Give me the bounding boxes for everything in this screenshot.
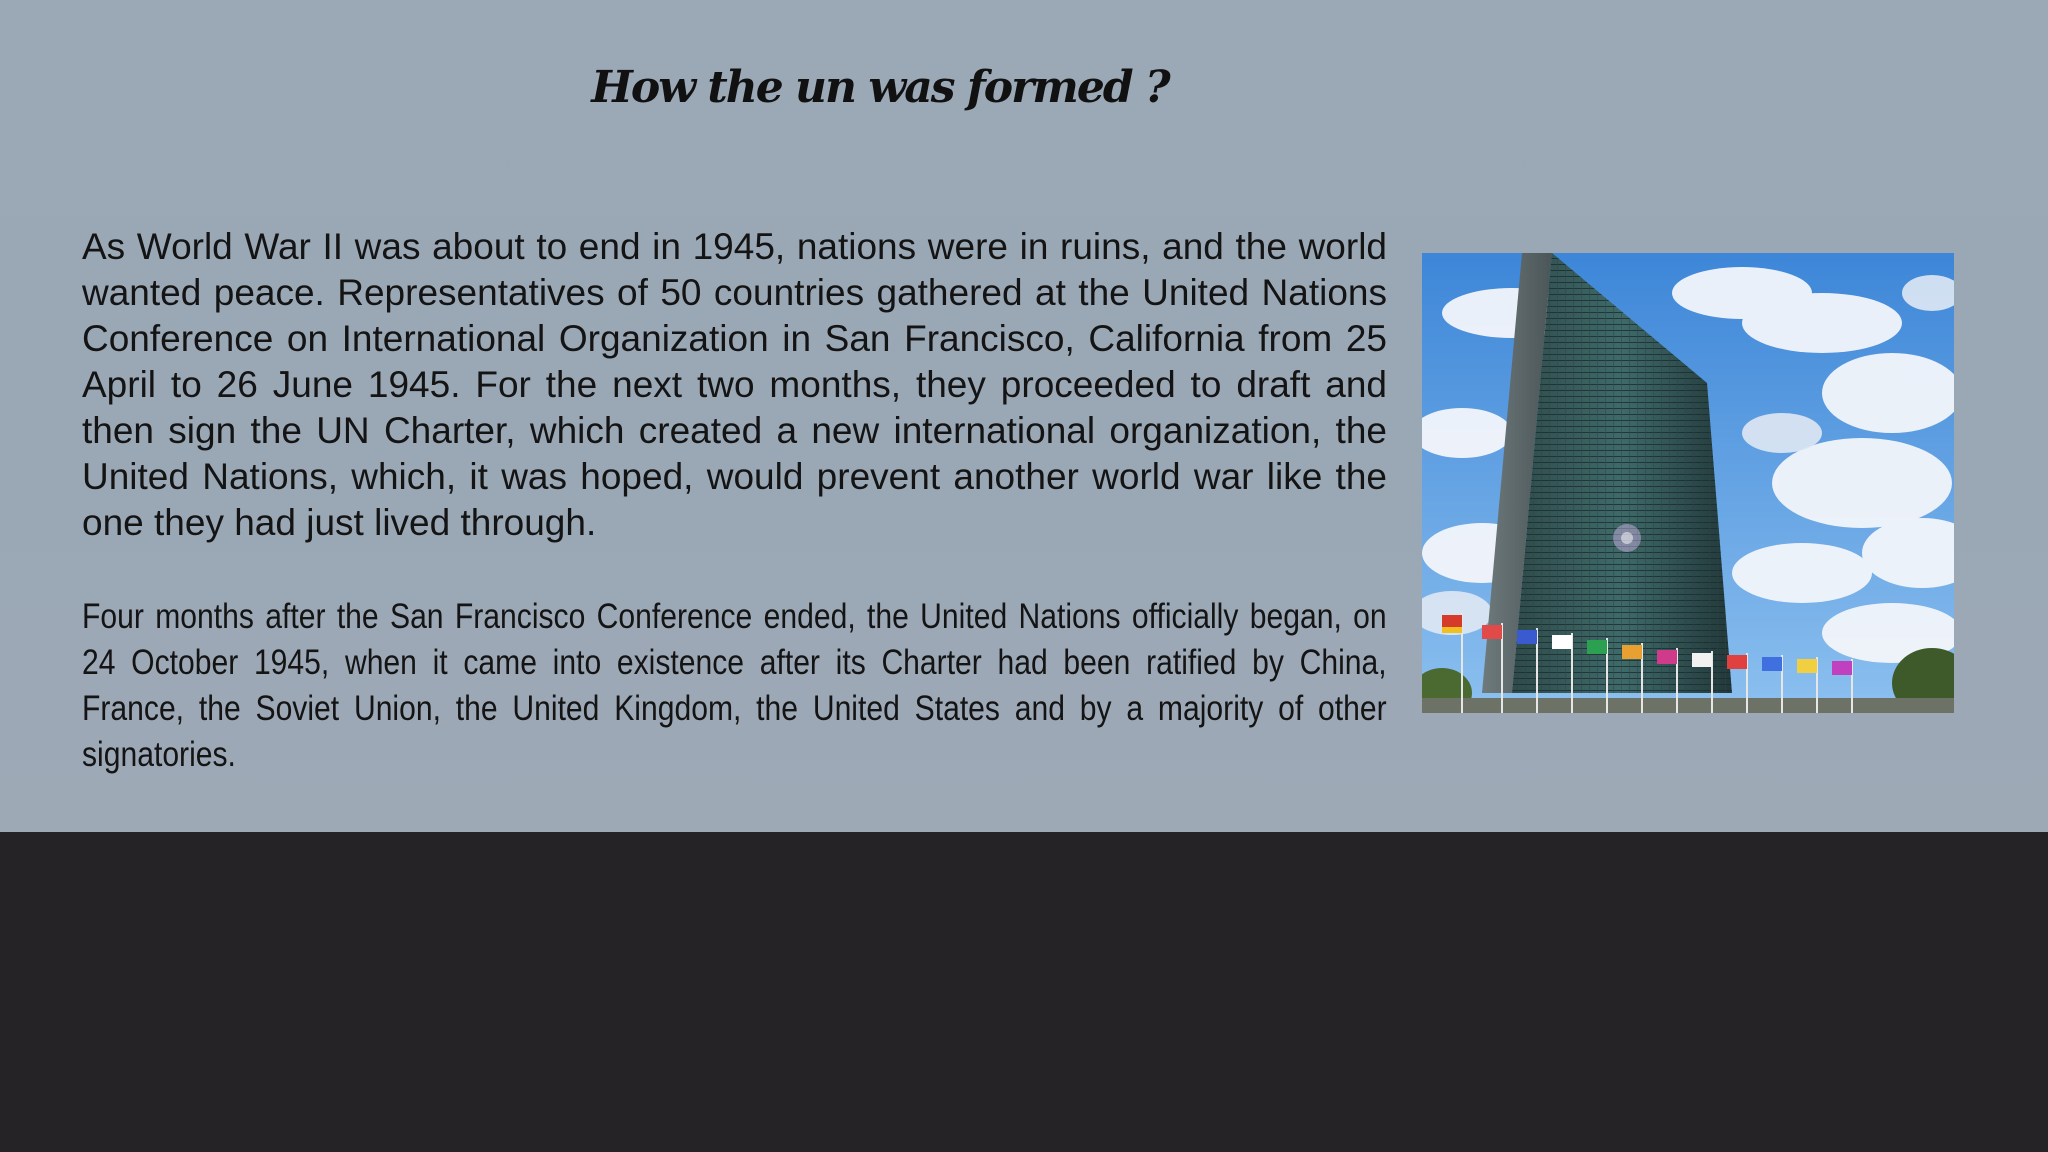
un-headquarters-photo — [1422, 253, 1954, 713]
slide-title: How the un was formed ? — [591, 62, 1169, 113]
paragraph-official-start: Four months after the San Francisco Conference ended, the United Nations officially began, on 24 October 1945, when it came into existence after its Charter had been ratified by China, France, the Soviet Union, the United Kingdom, the United States and by a majority of other signatories. — [82, 597, 1387, 774]
background-area — [0, 832, 2048, 1152]
paragraph-formation: As World War II was about to end in 1945, nations were in ruins, and the world wanted peace. Representatives of 50 countries gathered at the United Nations Conference on International Organization in San Francisco, California from 25 April to 26 June 1945. For the next two months, they proceeded to draft and then sign the UN Charter, which created a new international organization, the United Nations, which, it was hoped, would prevent another world war like the one they had just lived through. — [82, 226, 1387, 543]
